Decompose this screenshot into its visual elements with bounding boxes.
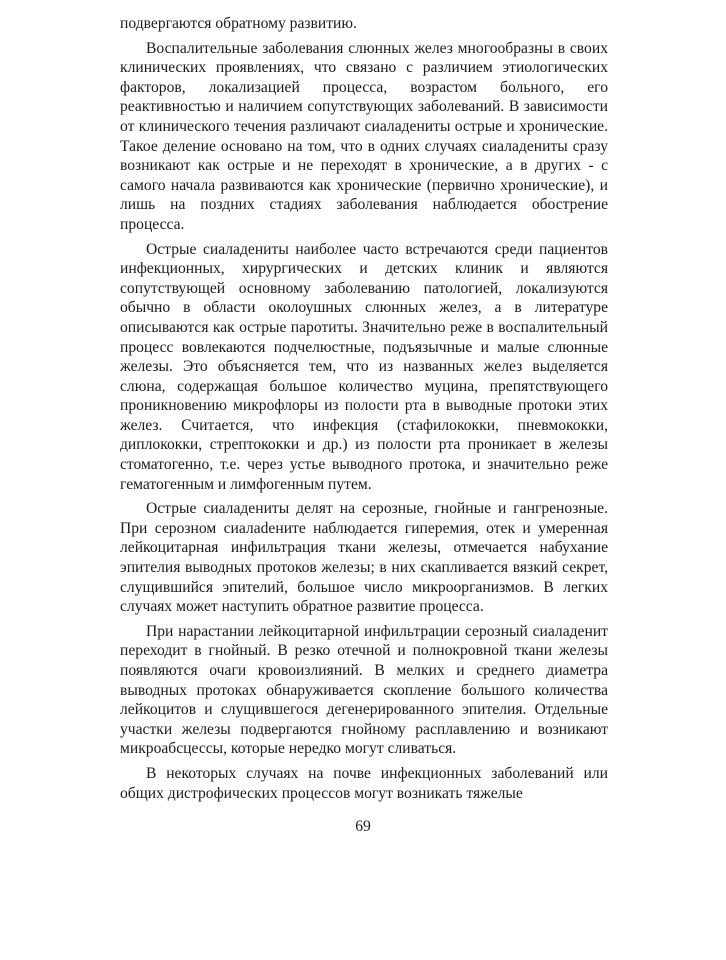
paragraph-acute-sialadenitis: Острые сиаладениты наиболее часто встречаются среди пациентов инфекционных, хирургических и детских клиник и являются сопутствующей основному заболеванию патологией, локализуются обычно в области околоушных слюнных желез, а в литературе описываются как острые паротиты. Значительно реже в воспалительный процесс вовлекаются подчелюстные, подъязычные и малые слюнные железы. Это объясняется тем, что из названных желез выделяется слюна, содержащая большое количество муцина, препятствующего проникновению микрофлоры из полости рта в выводные протоки этих желез. Считается, что инфекция (стафилококки, пневмококки, диплококки, стрептококки и др.) из полости рта проникает в железы стоматогенно, т.е. через устье выводного протока, и значительно реже гематогенным и лимфогенным путем. — [120, 240, 608, 493]
paragraph-purulent-sialadenitis: При нарастании лейкоцитарной инфильтрации серозный сиаладенит переходит в гнойный. В резко отечной и полнокровной ткани железы появляются очаги кровоизлияний. В мелких и среднего диаметра выводных протоках обнаруживается скопление большого количества лейкоцитов и слущившегося дегенерированного эпителия. Отдельные участки железы подвергаются гнойному расплавлению и возникают микроабсцессы, которые нередко могут сливаться. — [120, 622, 608, 758]
paragraph-severe-cases: В некоторых случаях на почве инфекционных заболеваний или общих дистрофических процессов могут возникать тяжелые — [120, 764, 608, 802]
document-page — [120, 14, 608, 808]
paragraph-inflammatory-diseases: Воспалительные заболевания слюнных желез многообразны в своих клинических проявлениях, что связано с различием этиологических факторов, локализацией процесса, возрастом больного, его реактивностью и наличием сопутствующих заболеваний. В зависимости от клинического течения различают сиаладениты острые и хронические. Такое деление основано на том, что в одних случаях сиаладениты сразу возникают как острые и не переходят в хронические, а в других - с самого начала развиваются как хронические (первично хронические), и лишь на поздних стадиях заболевания наблюдается обострение процесса. — [120, 39, 608, 233]
paragraph-continuation: подвергаются обратному развитию. — [120, 15, 357, 32]
page-number: 69 — [355, 818, 371, 835]
paragraph-sialadenitis-types: Острые сиаладениты делят на серозные, гнойные и гангренозные. При серозном сиалadените наблюдается гиперемия, отек и умеренная лейкоцитарная инфильтрация ткани железы, отмечается набухание эпителия выводных протоков железы; в них скапливается вязкий секрет, слущившийся эпителий, большое число микроорганизмов. В легких случаях может наступить обратное развитие процесса. — [120, 500, 608, 616]
